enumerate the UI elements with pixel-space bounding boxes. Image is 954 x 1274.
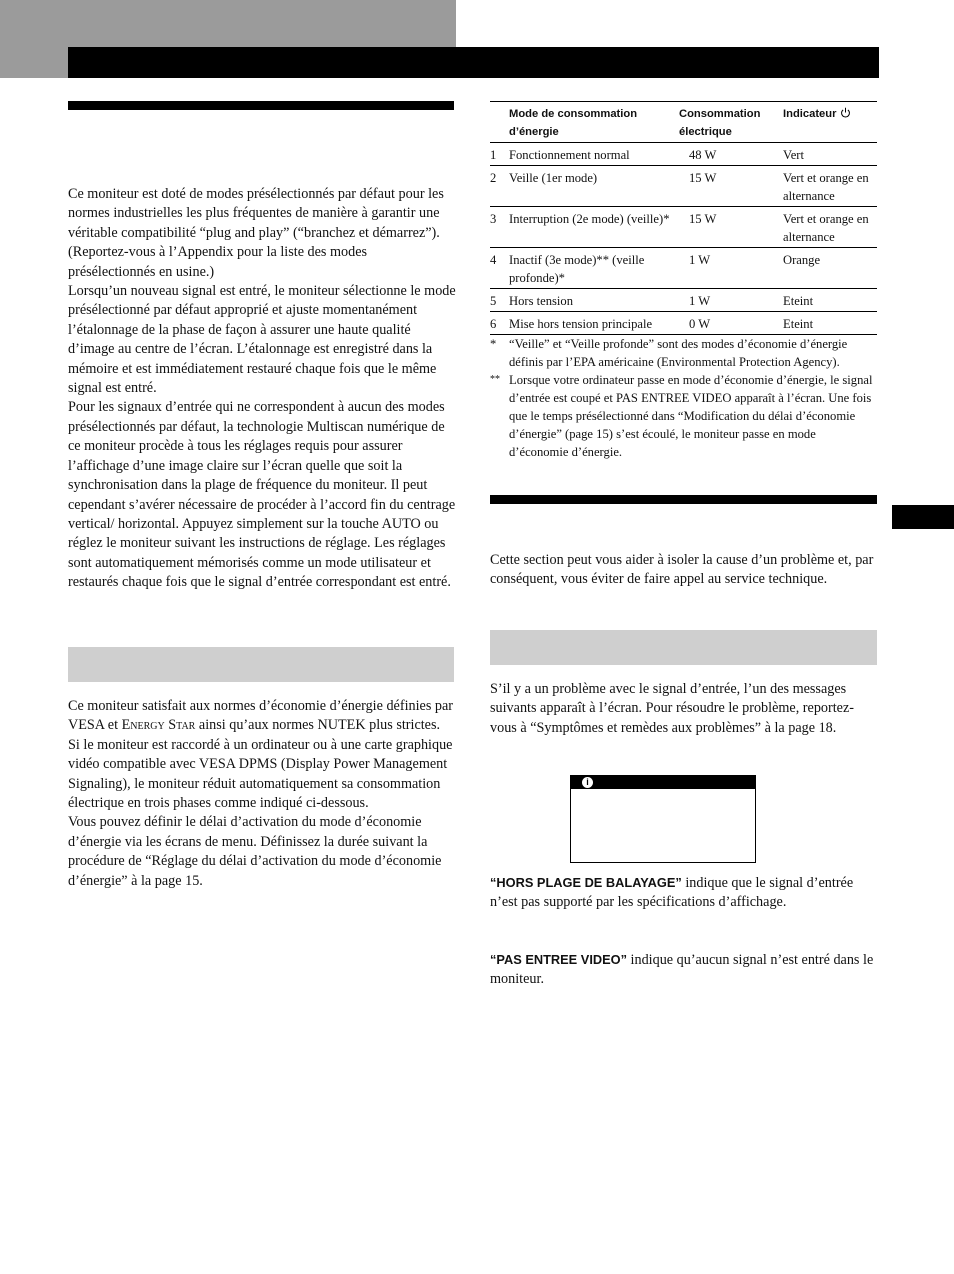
row-indicator: Eteint	[783, 317, 814, 331]
message-1-label: “HORS PLAGE DE BALAYAGE”	[490, 875, 682, 890]
messages-intro: S’il y a un problème avec le signal d’entrée, l’un des messages suivants apparaît à l’écran. Pour résoudre le problème, reportez-vous à “Symptômes et remèdes aux problèmes” à la page 18.	[490, 681, 854, 736]
footnote	[490, 371, 878, 461]
row-indicator: Vert et orange en alternance	[783, 171, 869, 203]
header-indicator	[783, 102, 877, 143]
subsection-bar-power-saving	[68, 647, 454, 682]
power-p1-after: ainsi qu’aux normes NUTEK plus strictes.	[195, 717, 441, 734]
row-number: 6	[490, 317, 497, 331]
power-paragraph-1	[68, 697, 454, 736]
table-footnotes	[490, 335, 878, 461]
page-edge-tab	[892, 505, 954, 529]
power-saving-text	[68, 697, 454, 891]
row-power: 15 W	[689, 171, 717, 185]
table-header-row	[490, 102, 877, 143]
message-2-text: indique qu’aucun signal n’est entré dans le moniteur.	[490, 952, 874, 988]
power-paragraph-2: Si le moniteur est raccordé à un ordinateur ou à une carte graphique vidéo compatible avec VESA DPMS (Display Power Management Signaling), le moniteur réduit automatiquement sa consommation électrique en trois phases comme indiqué ci-dessous.	[68, 736, 453, 812]
row-number: 2	[490, 171, 497, 185]
section-rule-preset-modes	[68, 101, 454, 110]
table-row	[490, 166, 877, 207]
message-1-description	[490, 873, 878, 913]
table-row	[490, 312, 877, 335]
info-icon: i	[582, 777, 593, 788]
row-mode: Fonctionnement normal	[509, 148, 630, 162]
power-icon	[840, 107, 851, 118]
intro-paragraph-2: (Reportez-vous à l’Appendix pour la liste des modes présélectionnés en usine.)	[68, 244, 368, 280]
row-indicator: Orange	[783, 253, 821, 267]
row-power: 15 W	[689, 212, 717, 226]
header-number	[490, 102, 509, 143]
row-number: 1	[490, 148, 497, 162]
message-2-label: “PAS ENTREE VIDEO”	[490, 952, 627, 967]
row-mode: Hors tension	[509, 294, 574, 308]
message-box-header	[571, 776, 755, 789]
row-power: 48 W	[689, 148, 717, 162]
row-number: 3	[490, 212, 497, 226]
row-mode: Mise hors tension principale	[509, 317, 653, 331]
intro-paragraph-1: Ce moniteur est doté de modes présélectionnés par défaut pour les normes industrielles les plus fréquentes de manière à garantir une véritable compatibilité “plug and play” (“branchez et démarrez”).	[68, 186, 444, 241]
table-row	[490, 248, 877, 289]
footnote-text: Lorsque votre ordinateur passe en mode d’économie d’énergie, le signal d’entrée est coupé et PAS ENTREE VIDEO apparaît à l’écran. Une fois que le temps présélectionné dans “Modification du délai d’économie d’énergie” (page 15) s’est écoulé, le moniteur passe en mode d’économie d’énergie.	[509, 373, 873, 459]
table-row	[490, 289, 877, 312]
row-indicator: Eteint	[783, 294, 814, 308]
footnote-mark: **	[490, 374, 500, 385]
row-power: 0 W	[689, 317, 711, 331]
row-number: 5	[490, 294, 497, 308]
intro-paragraph-3: Lorsqu’un nouveau signal est entré, le moniteur sélectionne le mode présélectionné par défaut approprié et ajuste momentanément l’étalonnage de la phase de façon à assurer une haute qualité d’image au centre de l’écran. L’étalonnage est enregistré dans la mémoire et est immédiatement restauré chaque fois que le même signal est entré.	[68, 283, 456, 397]
row-power: 1 W	[689, 294, 711, 308]
subsection-bar-messages	[490, 630, 877, 665]
table-row	[490, 207, 877, 248]
footnote-mark: *	[490, 337, 497, 351]
row-mode: Veille (1er mode)	[509, 171, 598, 185]
troubleshooting-intro: Cette section peut vous aider à isoler la cause d’un problème et, par conséquent, vous éviter de faire appel au service technique.	[490, 552, 874, 588]
table-row	[490, 143, 877, 166]
header-indicator-label: Indicateur	[783, 108, 837, 120]
header-mode: Mode de consommation d’énergie	[509, 108, 638, 138]
section-rule-troubleshooting	[490, 495, 877, 504]
header-black-bar	[68, 47, 879, 78]
row-number: 4	[490, 253, 497, 267]
footnote-text: “Veille” et “Veille profonde” sont des modes d’économie d’énergie définis par l’EPA américaine (Environmental Protection Agency).	[509, 337, 848, 369]
power-paragraph-3: Vous pouvez définir le délai d’activation du mode d’économie d’énergie via les écrans de menu. Définissez la durée suivant la procédure de “Réglage du délai d’activation du mode d’économie d’énergie” à la page 15.	[68, 814, 442, 889]
message-1-text: indique que le signal d’entrée n’est pas supporté par les spécifications d’affichage.	[490, 875, 854, 911]
footnote	[490, 335, 878, 371]
row-indicator: Vert	[783, 148, 804, 162]
row-indicator: Vert et orange en alternance	[783, 212, 869, 244]
power-consumption-table	[490, 101, 877, 335]
message-2-description	[490, 950, 878, 990]
energy-star-brand: Energy Star	[121, 717, 196, 734]
preset-modes-text	[68, 185, 458, 593]
intro-paragraph-4: Pour les signaux d’entrée qui ne correspondent à aucun des modes présélectionnés par défaut, la technologie Multiscan numérique de ce moniteur procède à tous les réglages requis pour assurer l’affichage d’une image claire sur l’écran quelle que soit la synchronisation dans la plage de fréquence du moniteur. Il peut cependant s’avérer nécessaire de procéder à l’accord fin du centrage vertical/ horizontal. Appuyez simplement sur la touche AUTO ou réglez le moniteur suivant les instructions de réglage. Les réglages sont automatiquement mémorisés comme un mode utilisateur et restaurés chaque fois que le signal d’entrée correspondant est entré.	[68, 399, 456, 591]
row-mode: Interruption (2e mode) (veille)*	[509, 212, 670, 226]
header-consumption: Consommation électrique	[679, 108, 761, 138]
power-p1-before: Ce moniteur satisfait aux normes d’économie d’énergie définies par VESA et	[68, 698, 454, 734]
row-mode: Inactif (3e mode)** (veille profonde)*	[509, 253, 645, 285]
on-screen-message-box	[570, 775, 756, 863]
row-power: 1 W	[689, 253, 711, 267]
